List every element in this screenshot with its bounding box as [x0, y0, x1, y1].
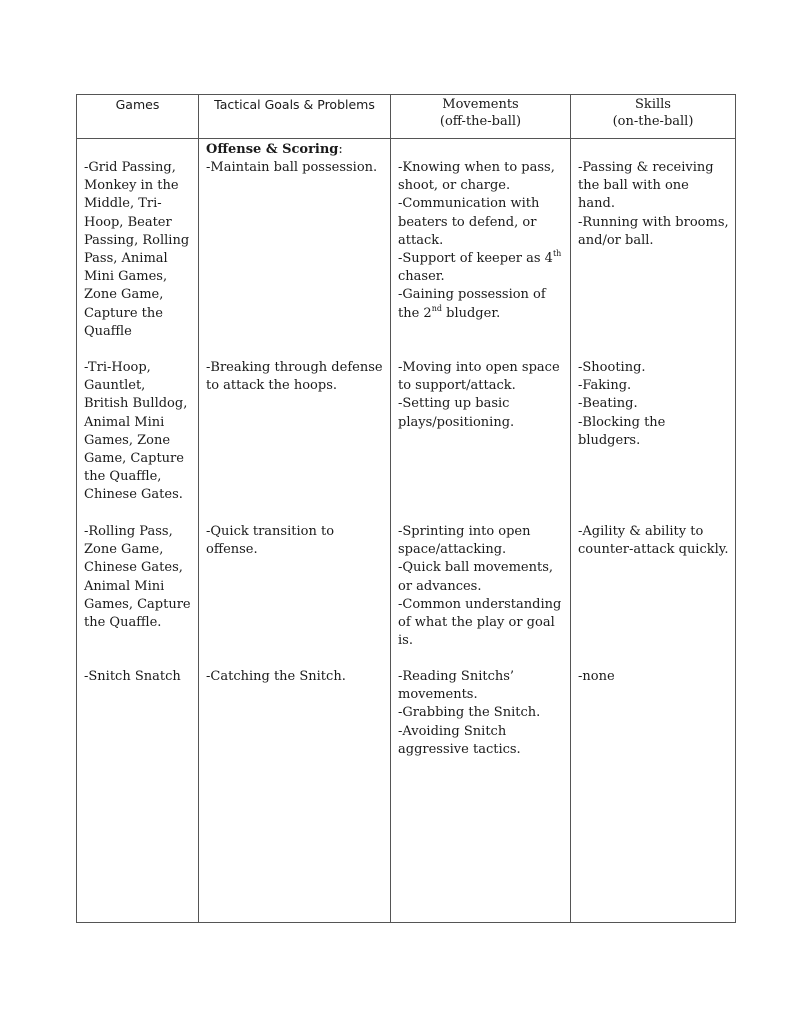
skills-column [571, 139, 736, 923]
tactical-column [199, 139, 391, 923]
skills-cell-3: -Agility & ability to counter-attack quickly. [578, 524, 729, 558]
movements-cell-2: -Moving into open space to support/attack. -Setting up basic plays/positioning. [398, 360, 560, 430]
skills-cell-4: -none [578, 669, 615, 684]
movements-cell-3: -Sprinting into open space/attacking. -Quick ball movements, or advances. -Common understanding of what the play or goal is. [398, 524, 562, 649]
header-games: Games [77, 95, 199, 139]
tactical-cell-4: -Catching the Snitch. [206, 669, 346, 685]
tactical-cell-3: -Quick transition to offense. [206, 524, 335, 558]
header-movements: Movements (off-the-ball) [391, 95, 571, 139]
header-row [77, 95, 736, 139]
header-skills: Skills (on-the-ball) [571, 95, 736, 139]
skills-cell-2: -Shooting. -Faking. -Beating. -Blocking the bludgers. [578, 360, 666, 448]
tactical-cell-2: -Breaking through defense to attack the hoops. [206, 360, 383, 394]
games-cell-4: -Snitch Snatch [84, 669, 181, 684]
movements-cell-4: -Reading Snitchs’ movements. -Grabbing the Snitch. -Avoiding Snitch aggressive tactics. [398, 669, 541, 757]
games-cell-2: -Tri-Hoop, Gauntlet, British Bulldog, Animal Mini Games, Zone Game, Capture the Quaffle, Chinese Gates. [84, 360, 188, 503]
games-column [77, 139, 199, 923]
games-cell-1: -Grid Passing, Monkey in the Middle, Tri-Hoop, Beater Passing, Rolling Pass, Animal Mini Games, Zone Game, Capture the Quaffle [84, 160, 190, 339]
games-cell-3: -Rolling Pass, Zone Game, Chinese Gates, Animal Mini Games, Capture the Quaffle. [84, 524, 191, 631]
header-tactical: Tactical Goals & Problems [199, 95, 391, 139]
tactics-table [76, 94, 736, 923]
skills-cell-1: -Passing & receiving the ball with one hand. -Running with brooms, and/or ball. [578, 160, 729, 248]
movements-cell-1: -Knowing when to pass, shoot, or charge. -Communication with beaters to defend, or attack. -Support of keeper as 4th chaser. -Gaining possession of the 2nd bludger. [398, 160, 562, 321]
section-title: Offense & Scoring: [206, 142, 343, 157]
table-body-row [77, 139, 736, 923]
movements-column [391, 139, 571, 923]
tactical-cell-1: -Maintain ball possession. [206, 160, 378, 176]
